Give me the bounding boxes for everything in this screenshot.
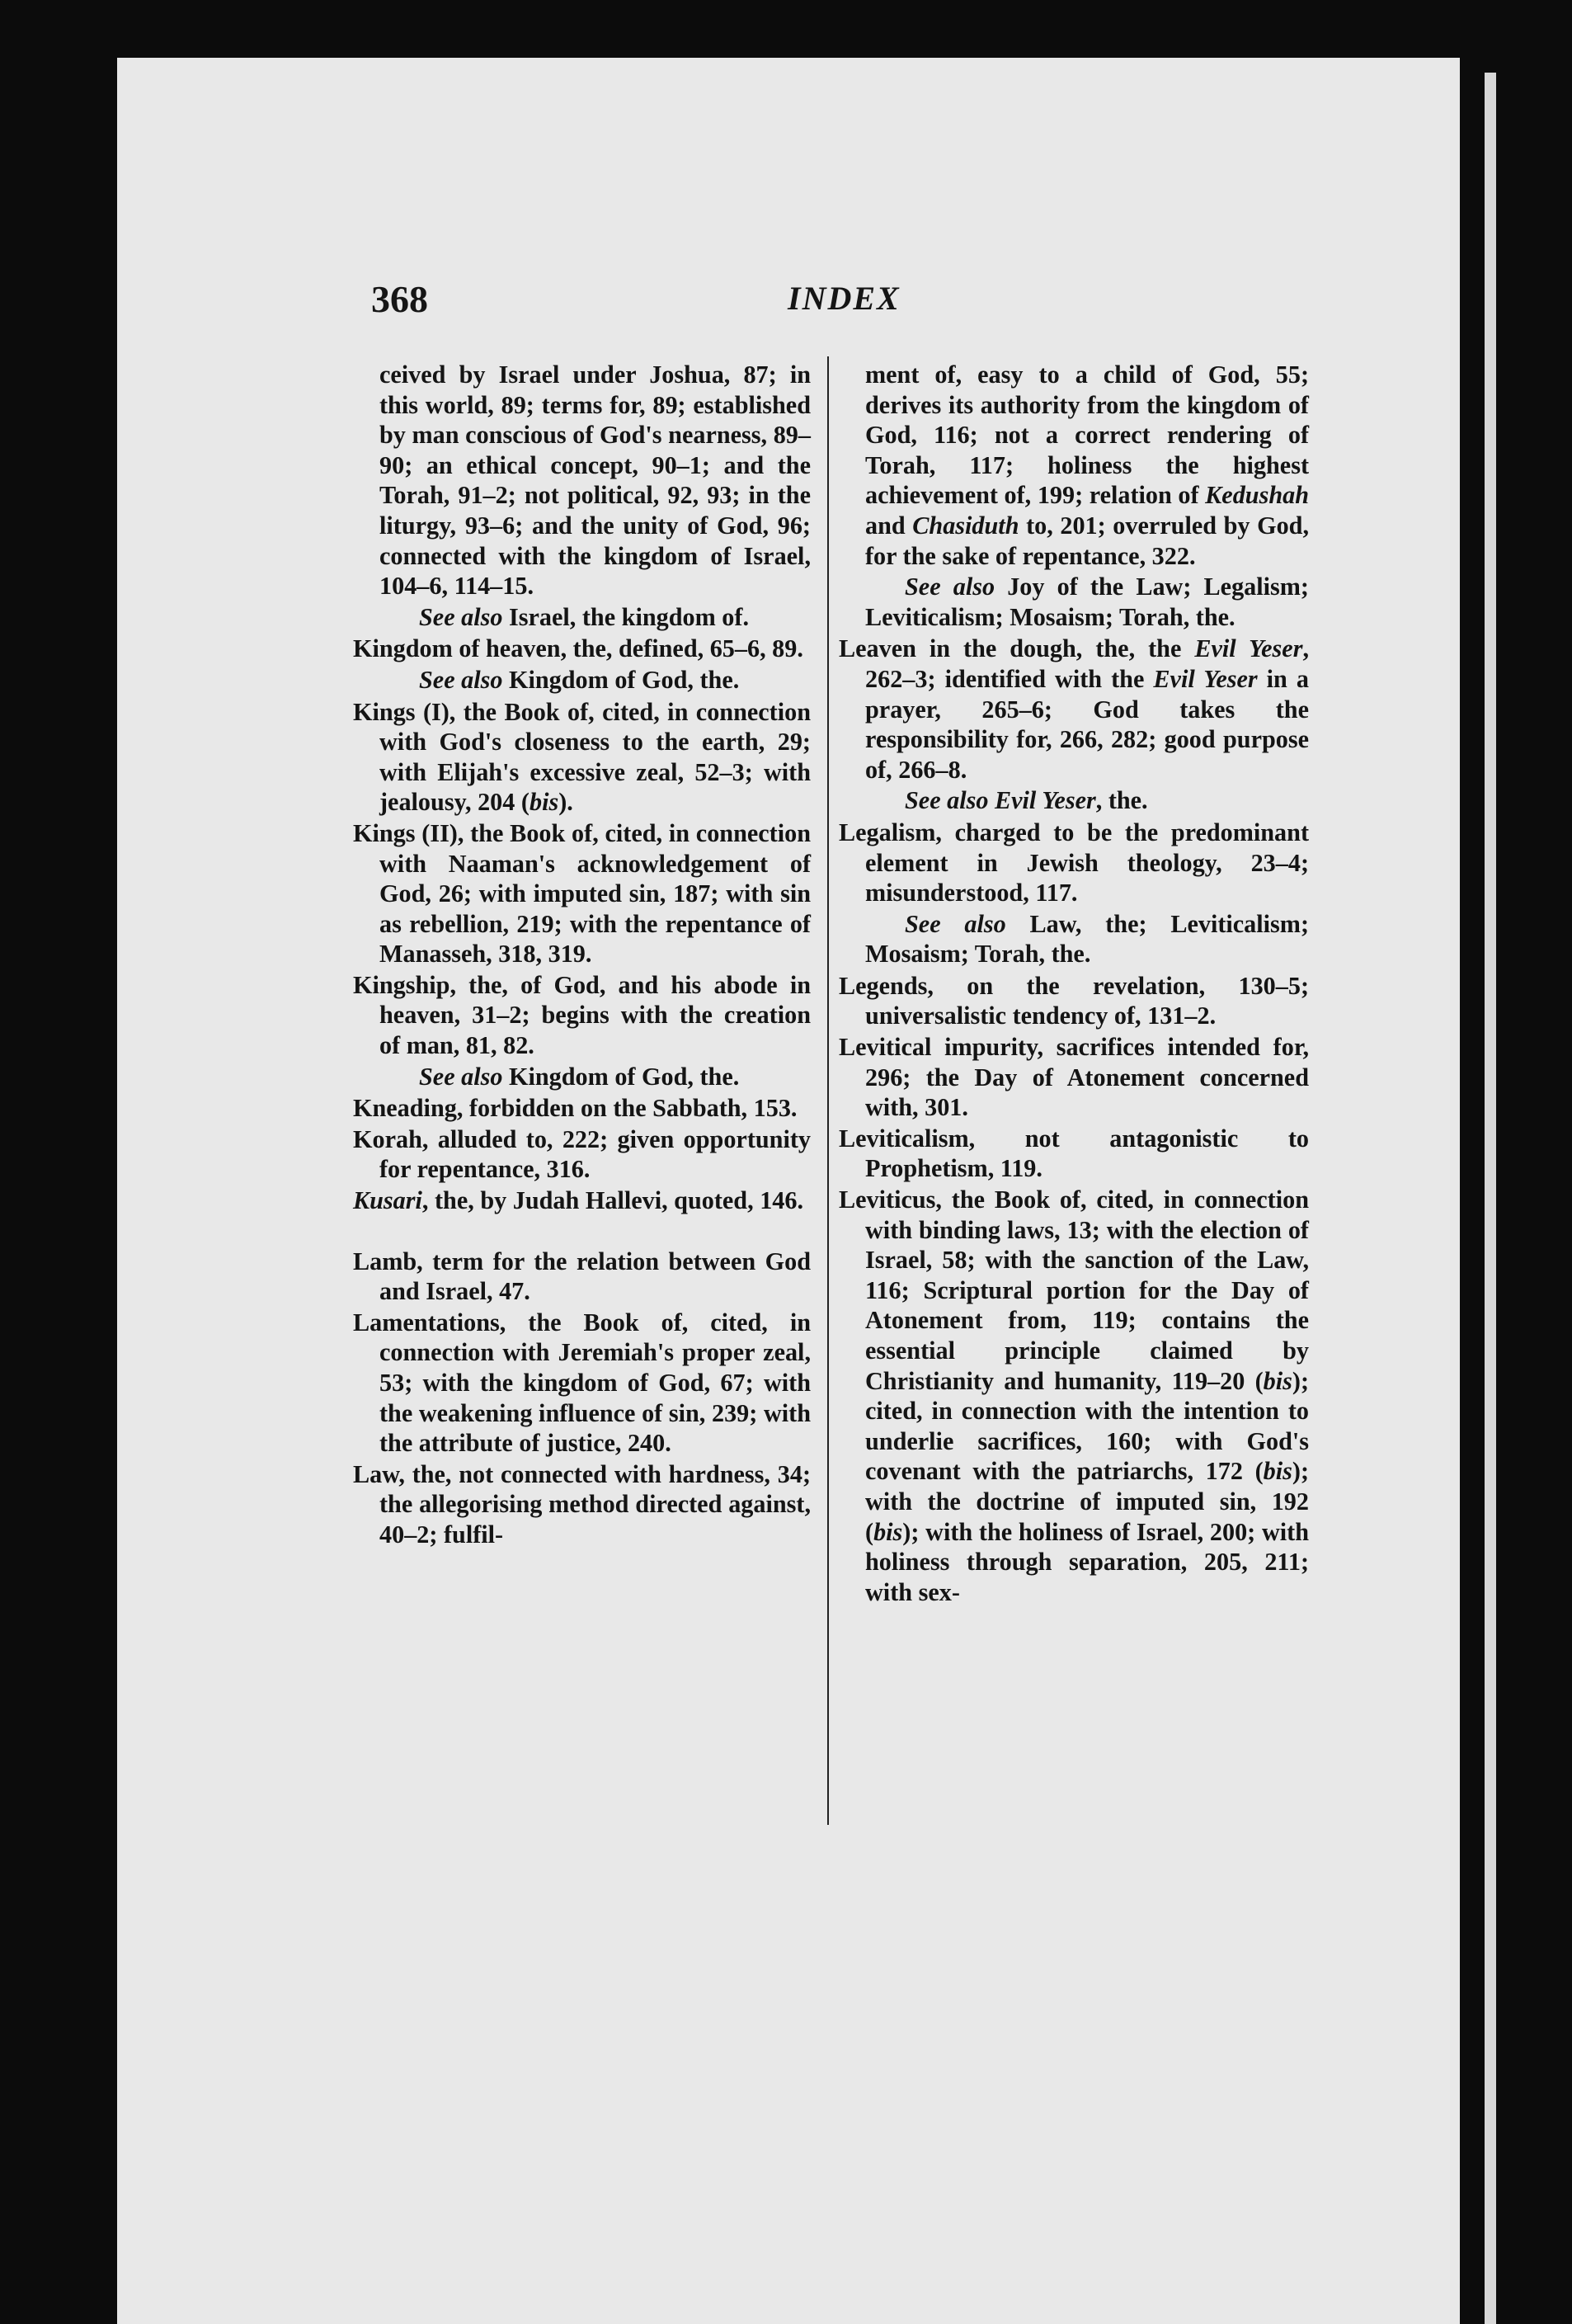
see-also-entry: [353, 1062, 811, 1092]
page-edge: [1485, 73, 1496, 2324]
entry-text: , the, by Judah Hallevi, quoted, 146.: [421, 1186, 804, 1215]
entry-text: ).: [558, 788, 573, 817]
index-column-right: [839, 360, 1309, 1608]
entry-text: Israel, the kingdom of.: [502, 602, 749, 631]
entry-text: ); cited, in connection with the intention to underlie sacrifices, 160; with God's covenant with the patriarchs, 172 (: [865, 1366, 1309, 1486]
entry-text: Legends, on the revelation, 130–5; universalistic tendency of, 131–2.: [839, 971, 1309, 1030]
italic-text: Chasiduth: [912, 511, 1019, 540]
italic-text: See also: [905, 909, 1006, 938]
entry-text: Leviticus, the Book of, cited, in connection with binding laws, 13; with the election of Israel, 58; with the sanction of the Law, 116; Scriptural portion for the Day of Atonement from, 119; contains the essential principle claimed by Christianity and humanity, 119–20 (: [839, 1186, 1309, 1395]
index-entry: [353, 1093, 811, 1124]
see-also-entry: [839, 785, 1309, 816]
index-entry: [353, 634, 811, 664]
see-also-entry: [839, 909, 1309, 969]
italic-text: Evil Yeser: [995, 786, 1096, 815]
entry-text: Law, the, not connected with hardness, 34; the allegorising method directed against, 40–2; fulfil-: [353, 1459, 811, 1549]
entry-text: Kingship, the, of God, and his abode in heaven, 31–2; begins with the creation of man, 81, 82.: [353, 970, 811, 1060]
column-divider: [827, 356, 829, 1825]
index-entry: [839, 1032, 1309, 1123]
index-entry: [353, 818, 811, 969]
entry-text: and: [865, 511, 913, 540]
italic-text: See also: [419, 602, 503, 631]
entry-text: Legalism, charged to be the predominant element in Jewish theology, 23–4; misunderstood, 117.: [839, 818, 1309, 907]
page-title: INDEX: [788, 280, 901, 317]
index-entry: [353, 1308, 811, 1459]
index-entry: [839, 971, 1309, 1031]
entry-text: , 262–3; identified with the: [865, 634, 1309, 693]
italic-text: Kusari: [353, 1186, 422, 1215]
italic-text: See also: [419, 665, 503, 694]
italic-text: bis: [529, 788, 559, 817]
entry-text: ment of, easy to a child of God, 55; derives its authority from the kingdom of God, 116; not a correct rendering of Torah, 117; holiness the highest achievement of, 199; relation of: [865, 361, 1309, 510]
see-also-entry: [353, 602, 811, 633]
italic-text: See also: [905, 786, 989, 815]
index-entry: [839, 634, 1309, 785]
index-entry: [839, 1124, 1309, 1184]
italic-text: Evil Yeser: [1194, 634, 1303, 663]
index-entry: [839, 1185, 1309, 1607]
index-column-left: [353, 360, 811, 1551]
entry-text: Kingdom of God, the.: [502, 1062, 740, 1091]
entry-text: ); with the holiness of Israel, 200; with holiness through separation, 205, 211; with sex-: [865, 1517, 1309, 1606]
entry-text: Kingdom of God, the.: [502, 665, 740, 694]
italic-text: Evil Yeser: [1153, 664, 1258, 693]
index-entry: [839, 360, 1309, 571]
index-entry: [353, 1459, 811, 1550]
index-entry: [839, 818, 1309, 908]
entry-text: Leaven in the dough, the, the: [839, 634, 1195, 663]
entry-text: , the.: [1095, 786, 1148, 815]
page-number: 368: [371, 278, 428, 320]
index-entry: [353, 1186, 811, 1216]
entry-text: ceived by Israel under Joshua, 87; in this world, 89; terms for, 89; established by man conscious of God's nearness, 89–90; an ethical concept, 90–1; and the Torah, 91–2; not political, 92, 93; in the liturgy, 93–6; and the unity of God, 96; connected with the kingdom of Israel, 104–6, 114–15.: [379, 361, 811, 601]
italic-text: See also: [905, 573, 995, 601]
italic-text: bis: [873, 1517, 903, 1546]
see-also-entry: [839, 572, 1309, 632]
entry-gap: [353, 1217, 811, 1247]
entry-text: Korah, alluded to, 222; given opportunity for repentance, 316.: [353, 1124, 811, 1184]
entry-text: to, 201; overruled by God, for the sake of repentance, 322.: [865, 511, 1309, 570]
index-entry: [353, 1124, 811, 1185]
italic-text: bis: [1263, 1457, 1292, 1486]
italic-text: bis: [1263, 1366, 1292, 1395]
index-entry: [353, 970, 811, 1061]
index-entry: [353, 360, 811, 601]
entry-text: Lamb, term for the relation between God and Israel, 47.: [353, 1247, 811, 1306]
running-head: [371, 277, 1328, 327]
entry-text: Kings (II), the Book of, cited, in connection with Naaman's acknowledgement of God, 26; with imputed sin, 187; with sin as rebellion, 219; with the repentance of Manasseh, 318, 319.: [353, 818, 811, 969]
entry-text: Levitical impurity, sacrifices intended for, 296; the Day of Atonement concerned with, 301.: [839, 1033, 1309, 1122]
entry-text: [988, 786, 995, 814]
index-entry: [353, 1247, 811, 1307]
index-entry: [353, 697, 811, 818]
italic-text: See also: [419, 1062, 503, 1091]
entry-text: Kneading, forbidden on the Sabbath, 153.: [353, 1094, 798, 1123]
entry-text: Law, the; Leviticalism; Mosaism; Torah, the.: [865, 909, 1309, 969]
entry-text: Kings (I), the Book of, cited, in connection with God's closeness to the earth, 29; with Elijah's excessive zeal, 52–3; with jealousy, 204 (: [353, 697, 811, 817]
entry-text: Leviticalism, not antagonistic to Prophetism, 119.: [839, 1124, 1309, 1183]
entry-text: Joy of the Law; Legalism; Leviticalism; Mosaism; Torah, the.: [865, 573, 1309, 631]
entry-text: in a prayer, 265–6; God takes the responsibility for, 266, 282; good purpose of, 266–8.: [865, 664, 1309, 784]
entry-text: ); with the doctrine of imputed sin, 192 (: [865, 1457, 1309, 1546]
entry-text: Lamentations, the Book of, cited, in connection with Jeremiah's proper zeal, 53; with the kingdom of God, 67; with the weakening influence of sin, 239; with the attribute of justice, 240.: [353, 1308, 811, 1458]
entry-text: Kingdom of heaven, the, defined, 65–6, 89.: [353, 634, 803, 663]
italic-text: Kedushah: [1205, 481, 1309, 510]
see-also-entry: [353, 665, 811, 695]
